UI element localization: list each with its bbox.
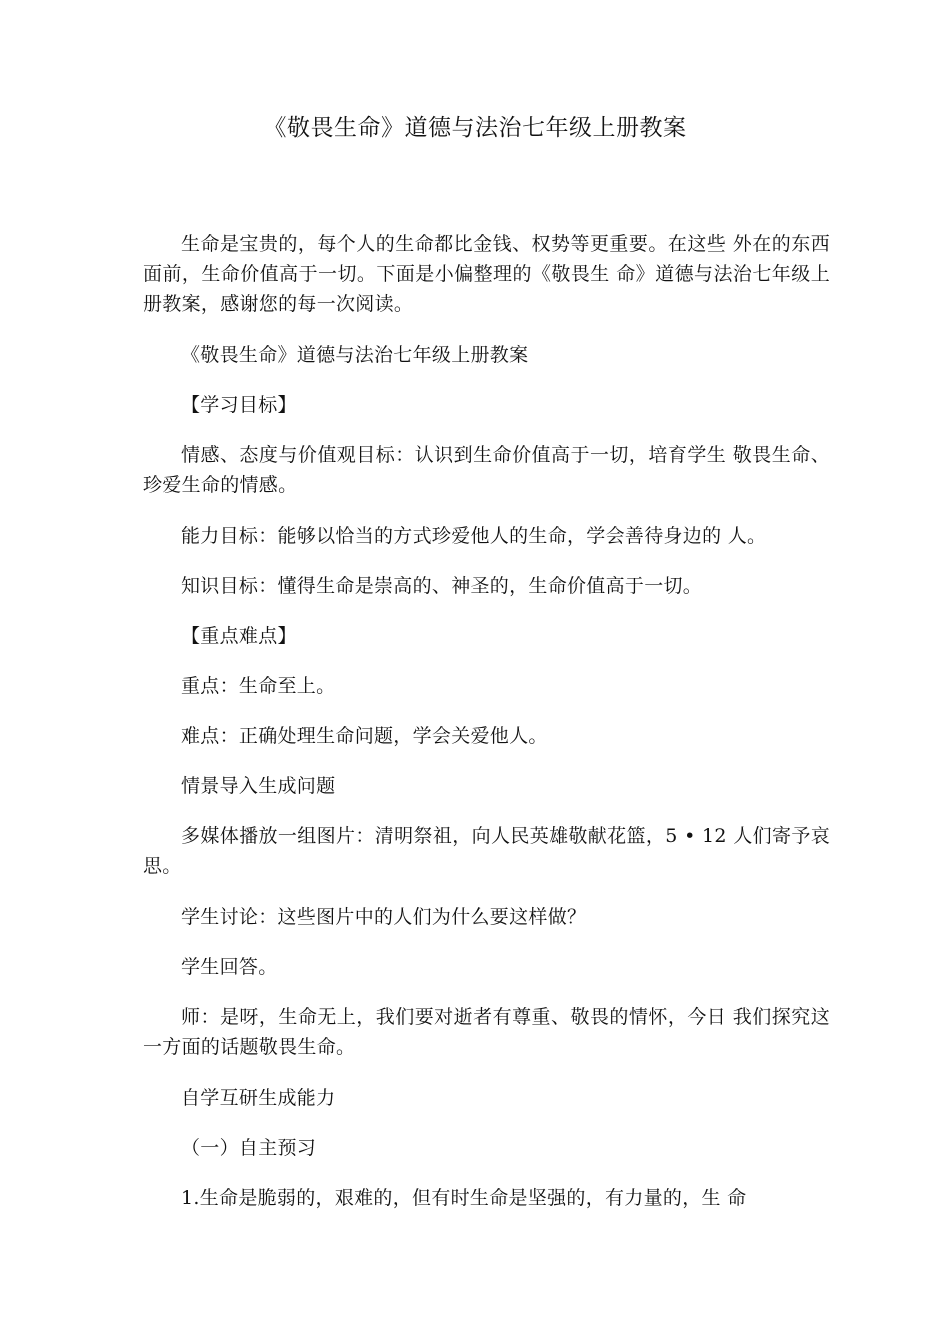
preview-item-1-paragraph: 1.生命是脆弱的，艰难的，但有时生命是坚强的，有力量的，生 命 [181,1187,747,1209]
multimedia-paragraph: 多媒体播放一组图片：清明祭祖，向人民英雄敬献花篮，5 • 12 人们寄予哀思。 [143,825,830,877]
section-heading-self-study: 自学互研生成能力 [181,1087,336,1109]
goal-knowledge-paragraph: 知识目标：懂得生命是崇高的、神圣的，生命价值高于一切。 [181,575,703,597]
student-discussion-paragraph: 学生讨论：这些图片中的人们为什么要这样做？ [181,906,587,928]
teacher-paragraph: 师：是呀，生命无上，我们要对逝者有尊重、敬畏的情怀，今日 我们探究这一方面的话题敬畏生命。 [143,1006,830,1058]
goal-emotion-paragraph: 情感、态度与价值观目标：认识到生命价值高于一切，培育学生 敬畏生命、珍爱生命的情感。 [143,444,830,496]
intro-paragraph: 生命是宝贵的，每个人的生命都比金钱、权势等更重要。在这些 外在的东西面前，生命价值高于一切。下面是小偏整理的《敬畏生 命》道德与法治七年级上册教案，感谢您的每一次阅读。 [143,233,830,315]
goal-ability-paragraph: 能力目标：能够以恰当的方式珍爱他人的生命，学会善待身边的 人。 [181,525,767,547]
key-point-paragraph: 重点：生命至上。 [181,675,336,697]
student-answer-paragraph: 学生回答。 [181,956,278,978]
document-body [143,229,830,1233]
subtitle-paragraph: 《敬畏生命》道德与法治七年级上册教案 [181,344,529,366]
section-heading-key-points: 【重点难点】 [181,625,297,647]
subsection-heading-preview: （一）自主预习 [181,1137,317,1159]
difficulty-paragraph: 难点：正确处理生命问题，学会关爱他人。 [181,725,548,747]
document-title: 《敬畏生命》道德与法治七年级上册教案 [263,115,687,141]
section-heading-learning-goals: 【学习目标】 [181,394,297,416]
section-heading-scenario: 情景导入生成问题 [181,775,336,797]
